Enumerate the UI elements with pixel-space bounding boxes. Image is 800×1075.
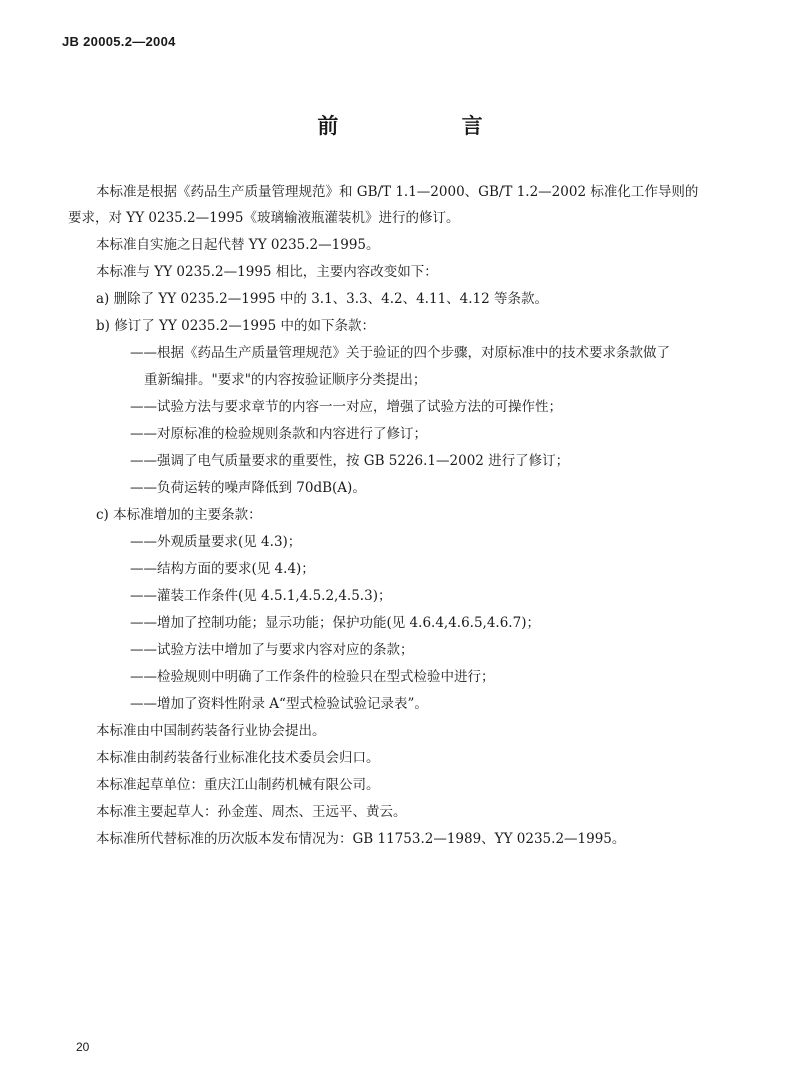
list-subitem: ——增加了控制功能；显示功能；保护功能(见 4.6.4,4.6.5,4.6.7)；	[130, 615, 540, 631]
list-item-a: a) 删除了 YY 0235.2—1995 中的 3.1、3.3、4.2、4.11、4.12 等条款。	[96, 291, 549, 307]
paragraph-line: 本标准所代替标准的历次版本发布情况为：GB 11753.2—1989、YY 0235.2—1995。	[96, 831, 626, 847]
list-subitem: ——根据《药品生产质量管理规范》关于验证的四个步骤，对原标准中的技术要求条款做了	[130, 345, 670, 361]
list-subitem: ——结构方面的要求(见 4.4)；	[130, 561, 315, 577]
list-subitem: ——外观质量要求(见 4.3)；	[130, 534, 302, 550]
standard-number: JB 20005.2—2004	[62, 34, 176, 49]
paragraph-line: 本标准自实施之日起代替 YY 0235.2—1995。	[96, 237, 380, 253]
page-title: 前 言	[317, 114, 541, 138]
paragraph-line: 本标准由中国制药装备行业协会提出。	[96, 723, 326, 739]
list-subitem-continuation: 重新编排。"要求"的内容按验证顺序分类提出；	[144, 372, 427, 388]
list-item-c: c) 本标准增加的主要条款：	[96, 507, 262, 523]
list-item-b: b) 修订了 YY 0235.2—1995 中的如下条款：	[96, 318, 375, 334]
page-number: 20	[76, 1040, 90, 1054]
list-subitem: ——试验方法中增加了与要求内容对应的条款；	[130, 642, 414, 658]
list-subitem: ——灌装工作条件(见 4.5.1,4.5.2,4.5.3)；	[130, 588, 392, 604]
paragraph-line: 本标准起草单位：重庆江山制药机械有限公司。	[96, 777, 380, 793]
list-subitem: ——负荷运转的噪声降低到 70dB(A)。	[130, 480, 366, 496]
paragraph-line: 要求，对 YY 0235.2—1995《玻璃输液瓶灌装机》进行的修订。	[68, 210, 460, 226]
paragraph-line: 本标准与 YY 0235.2—1995 相比，主要内容改变如下：	[96, 264, 438, 280]
list-subitem: ——试验方法与要求章节的内容一一对应，增强了试验方法的可操作性；	[130, 399, 562, 415]
paragraph-line: 本标准由制药装备行业标准化技术委员会归口。	[96, 750, 380, 766]
list-subitem: ——对原标准的检验规则条款和内容进行了修订；	[130, 426, 427, 442]
list-subitem: ——增加了资料性附录 A“型式检验试验记录表”。	[130, 696, 428, 712]
list-subitem: ——检验规则中明确了工作条件的检验只在型式检验中进行；	[130, 669, 495, 685]
paragraph-line: 本标准是根据《药品生产质量管理规范》和 GB/T 1.1—2000、GB/T 1.2—2002 标准化工作导则的	[96, 184, 699, 200]
list-subitem: ——强调了电气质量要求的重要性，按 GB 5226.1—2002 进行了修订；	[130, 453, 570, 469]
paragraph-line: 本标准主要起草人：孙金莲、周杰、王远平、黄云。	[96, 804, 407, 820]
